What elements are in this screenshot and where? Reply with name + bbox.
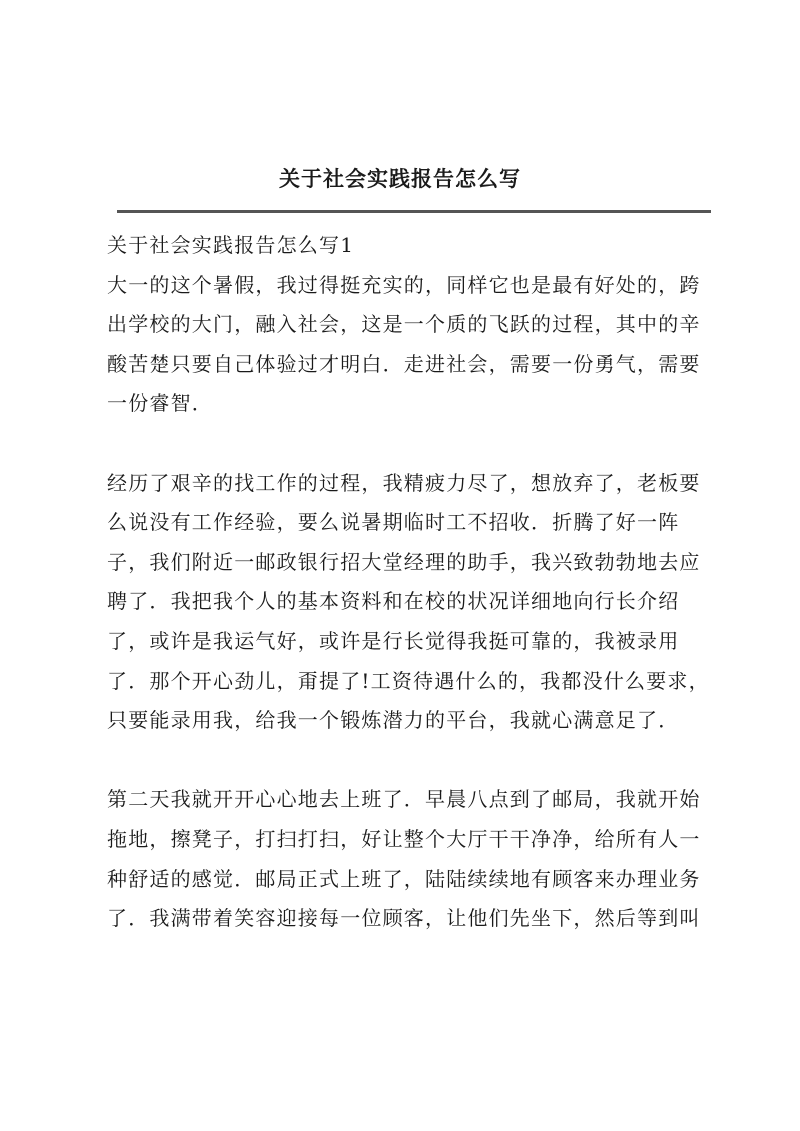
document-title: 关于社会实践报告怎么写 — [279, 166, 521, 191]
paragraph-1: 大一的这个暑假，我过得挺充实的，同样它也是最有好处的，跨出学校的大门，融入社会，这是一个质的飞跃的过程，其中的辛酸苦楚只要自己体验过才明白．走进社会，需要一份勇气，需要一份睿智． — [107, 272, 701, 416]
document-body — [107, 226, 713, 939]
title-divider — [117, 210, 711, 213]
section-heading: 关于社会实践报告怎么写1 — [107, 233, 355, 257]
paragraph-2: 经历了艰辛的找工作的过程，我精疲力尽了，想放弃了，老板要么说没有工作经验，要么说暑期临时工不招收．折腾了好一阵子，我们附近一邮政银行招大堂经理的助手，我兴致勃勃地去应聘了．我把我个人的基本资料和在校的状况详细地向行长介绍了，或许是我运气好，或许是行长觉得我挺可靠的，我被录用了．那个开心劲儿，甭提了!工资待遇什么的，我都没什么要求，只要能录用我，给我一个锻炼潜力的平台，我就心满意足了． — [107, 470, 710, 733]
paragraph-3: 第二天我就开开心心地去上班了．早晨八点到了邮局，我就开始拖地，擦凳子，打扫打扫，好让整个大厅干干净净，给所有人一种舒适的感觉．邮局正式上班了，陆陆续续地有顾客来办理业务了．我满带着笑容迎接每一位顾客，让他们先坐下，然后等到叫 — [107, 787, 701, 931]
